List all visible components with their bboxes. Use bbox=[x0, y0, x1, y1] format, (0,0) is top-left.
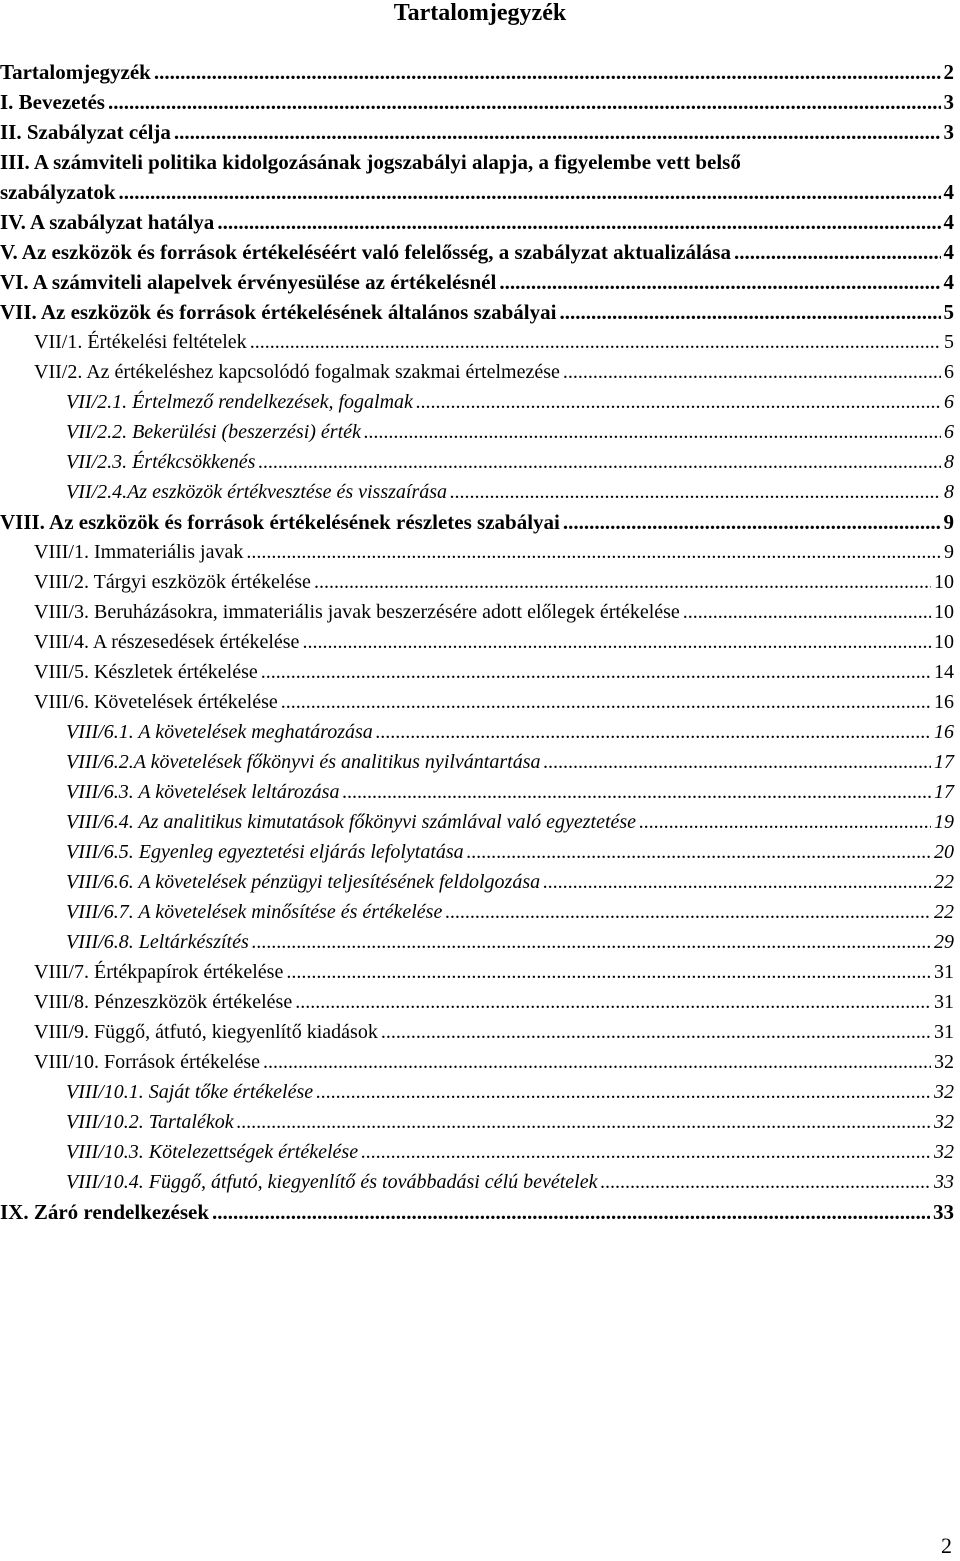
toc-entry-page: 6 bbox=[944, 391, 954, 413]
dot-leader bbox=[263, 1047, 931, 1077]
toc-entry-page: 31 bbox=[934, 961, 954, 983]
dot-leader bbox=[416, 387, 941, 417]
toc-entry-row bbox=[0, 237, 960, 267]
toc-entry[interactable] bbox=[0, 117, 960, 147]
toc-entry-title: VIII/10. Források értékelése bbox=[34, 1051, 261, 1073]
toc-entry[interactable] bbox=[0, 657, 960, 687]
toc-entry[interactable] bbox=[0, 537, 960, 567]
toc-entry-row bbox=[0, 297, 960, 327]
toc-entry[interactable] bbox=[0, 147, 960, 207]
dot-leader bbox=[381, 1017, 931, 1047]
toc-entry-page: 4 bbox=[943, 240, 954, 264]
dot-leader bbox=[601, 1167, 932, 1197]
dot-leader bbox=[217, 207, 940, 237]
dot-leader bbox=[543, 747, 931, 777]
toc-entry-title: VIII/10.4. Függő, átfutó, kiegyenlítő és továbbadási célú bevételek bbox=[66, 1171, 598, 1193]
table-of-contents bbox=[0, 57, 960, 1227]
toc-entry-page: 3 bbox=[943, 120, 954, 144]
toc-entry[interactable] bbox=[0, 1137, 960, 1167]
toc-entry-title: VII. Az eszközök és források értékelésének általános szabályai bbox=[0, 300, 557, 324]
toc-entry-row bbox=[0, 987, 960, 1017]
toc-entry-row bbox=[0, 777, 960, 807]
toc-entry[interactable] bbox=[0, 507, 960, 537]
toc-entry[interactable] bbox=[0, 297, 960, 327]
toc-entry-title: VIII/8. Pénzeszközök értékelése bbox=[34, 991, 293, 1013]
dot-leader bbox=[734, 237, 941, 267]
toc-entry-title: I. Bevezetés bbox=[0, 90, 105, 114]
toc-entry-row bbox=[0, 1107, 960, 1137]
toc-entry-title: VIII/2. Tárgyi eszközök értékelése bbox=[34, 571, 311, 593]
toc-entry-page: 14 bbox=[934, 661, 954, 683]
toc-entry-row bbox=[0, 597, 960, 627]
toc-entry-title: szabályzatok bbox=[0, 180, 116, 204]
toc-entry[interactable] bbox=[0, 237, 960, 267]
toc-entry[interactable] bbox=[0, 987, 960, 1017]
toc-entry-row bbox=[0, 417, 960, 447]
toc-entry-page: 33 bbox=[933, 1200, 954, 1224]
dot-leader bbox=[683, 597, 931, 627]
toc-entry-page: 2 bbox=[943, 60, 954, 84]
toc-entry-title: VII/2.4.Az eszközök értékvesztése és visszaírása bbox=[66, 481, 448, 503]
toc-entry-row bbox=[0, 867, 960, 897]
toc-entry-row bbox=[0, 1077, 960, 1107]
toc-entry[interactable] bbox=[0, 957, 960, 987]
dot-leader bbox=[445, 897, 931, 927]
toc-entry-row bbox=[0, 627, 960, 657]
toc-entry-page: 17 bbox=[934, 781, 954, 803]
toc-entry-title: VIII/7. Értékpapírok értékelése bbox=[34, 961, 284, 983]
toc-entry[interactable] bbox=[0, 327, 960, 357]
dot-leader bbox=[154, 57, 941, 87]
toc-entry-page: 20 bbox=[934, 841, 954, 863]
toc-entry[interactable] bbox=[0, 687, 960, 717]
toc-entry[interactable] bbox=[0, 57, 960, 87]
toc-entry-page: 19 bbox=[934, 811, 954, 833]
toc-entry[interactable] bbox=[0, 747, 960, 777]
toc-entry-page: 32 bbox=[934, 1081, 954, 1103]
toc-entry-title: V. Az eszközök és források értékeléséért való felelősség, a szabályzat aktualizálása bbox=[0, 240, 731, 264]
dot-leader bbox=[499, 267, 940, 297]
toc-entry-page: 32 bbox=[934, 1141, 954, 1163]
toc-entry-title: VIII/6.7. A követelések minősítése és értékelése bbox=[66, 901, 443, 923]
dot-leader bbox=[252, 927, 931, 957]
dot-leader bbox=[563, 507, 941, 537]
toc-entry-page: 16 bbox=[934, 721, 954, 743]
toc-entry-row bbox=[0, 477, 960, 507]
dot-leader bbox=[119, 177, 941, 207]
toc-entry-row bbox=[0, 1017, 960, 1047]
toc-entry[interactable] bbox=[0, 867, 960, 897]
toc-entry-row bbox=[0, 927, 960, 957]
toc-entry-row bbox=[0, 657, 960, 687]
toc-entry-row bbox=[0, 807, 960, 837]
toc-entry-page: 5 bbox=[943, 300, 954, 324]
toc-entry-row bbox=[0, 177, 960, 207]
toc-entry[interactable] bbox=[0, 207, 960, 237]
toc-entry-page: 17 bbox=[934, 751, 954, 773]
toc-entry[interactable] bbox=[0, 807, 960, 837]
toc-entry-title: VIII/10.1. Saját tőke értékelése bbox=[66, 1081, 314, 1103]
toc-entry-row bbox=[0, 1137, 960, 1167]
toc-entry-row bbox=[0, 207, 960, 237]
toc-entry[interactable] bbox=[0, 777, 960, 807]
toc-entry-page: 22 bbox=[934, 871, 954, 893]
toc-entry-row bbox=[0, 687, 960, 717]
toc-entry-page: 22 bbox=[934, 901, 954, 923]
dot-leader bbox=[108, 87, 941, 117]
toc-entry-page: 10 bbox=[934, 571, 954, 593]
toc-entry[interactable] bbox=[0, 267, 960, 297]
toc-entry-title: VIII/1. Immateriális javak bbox=[34, 541, 244, 563]
toc-entry-title: VII/1. Értékelési feltételek bbox=[34, 331, 247, 353]
toc-entry-title: VIII/6.8. Leltárkészítés bbox=[66, 931, 249, 953]
toc-entry-page: 32 bbox=[934, 1051, 954, 1073]
toc-entry-title: VIII/6. Követelések értékelése bbox=[34, 691, 278, 713]
dot-leader bbox=[342, 777, 931, 807]
dot-leader bbox=[174, 117, 941, 147]
toc-entry-row bbox=[0, 1197, 960, 1227]
dot-leader bbox=[543, 867, 931, 897]
toc-entry-row bbox=[0, 447, 960, 477]
toc-entry[interactable] bbox=[0, 1167, 960, 1197]
toc-entry-page: 4 bbox=[943, 210, 954, 234]
page-number: 2 bbox=[941, 1533, 952, 1558]
toc-entry[interactable] bbox=[0, 1017, 960, 1047]
toc-entry[interactable] bbox=[0, 447, 960, 477]
page-title: Tartalomjegyzék bbox=[393, 0, 567, 26]
toc-entry-row bbox=[0, 717, 960, 747]
dot-leader bbox=[639, 807, 931, 837]
toc-entry-page: 6 bbox=[944, 421, 954, 443]
toc-entry-row bbox=[0, 87, 960, 117]
toc-entry-page: 3 bbox=[943, 90, 954, 114]
toc-entry[interactable] bbox=[0, 927, 960, 957]
toc-entry[interactable] bbox=[0, 417, 960, 447]
toc-entry-page: 9 bbox=[944, 541, 954, 563]
dot-leader bbox=[316, 1077, 931, 1107]
dot-leader bbox=[376, 717, 931, 747]
dot-leader bbox=[212, 1197, 930, 1227]
toc-entry-title: Tartalomjegyzék bbox=[0, 60, 151, 84]
toc-entry-title: VII/2.2. Bekerülési (beszerzési) érték bbox=[66, 421, 361, 443]
toc-entry-title: VIII/6.6. A követelések pénzügyi teljesítésének feldolgozása bbox=[66, 871, 541, 893]
toc-entry-row bbox=[0, 897, 960, 927]
toc-entry-title: VIII/6.3. A követelések leltározása bbox=[66, 781, 340, 803]
dot-leader bbox=[563, 357, 941, 387]
toc-entry-title: VIII/9. Függő, átfutó, kiegyenlítő kiadások bbox=[34, 1021, 378, 1043]
toc-entry-page: 31 bbox=[934, 991, 954, 1013]
toc-entry-page: 32 bbox=[934, 1111, 954, 1133]
toc-entry[interactable] bbox=[0, 477, 960, 507]
toc-entry-title: VIII/10.3. Kötelezettségek értékelése bbox=[66, 1141, 359, 1163]
toc-entry-title: VIII/6.1. A követelések meghatározása bbox=[66, 721, 373, 743]
toc-entry-title: VIII/5. Készletek értékelése bbox=[34, 661, 258, 683]
dot-leader bbox=[364, 417, 941, 447]
toc-entry[interactable] bbox=[0, 1077, 960, 1107]
toc-entry-title: VIII/6.4. Az analitikus kimutatások főkönyvi számlával való egyeztetése bbox=[66, 811, 637, 833]
toc-entry-page: 10 bbox=[934, 631, 954, 653]
dot-leader bbox=[295, 987, 931, 1017]
toc-entry[interactable] bbox=[0, 597, 960, 627]
toc-entry[interactable] bbox=[0, 717, 960, 747]
toc-entry-row bbox=[0, 117, 960, 147]
toc-entry-page: 16 bbox=[934, 691, 954, 713]
toc-entry[interactable] bbox=[0, 837, 960, 867]
toc-entry-row bbox=[0, 357, 960, 387]
dot-leader bbox=[314, 567, 931, 597]
toc-entry[interactable] bbox=[0, 87, 960, 117]
toc-entry-row bbox=[0, 837, 960, 867]
toc-entry-title: VIII/6.5. Egyenleg egyeztetési eljárás lefolytatása bbox=[66, 841, 464, 863]
dot-leader bbox=[261, 657, 931, 687]
toc-entry-title: IV. A szabályzat hatálya bbox=[0, 210, 215, 234]
dot-leader bbox=[467, 837, 931, 867]
toc-entry-row bbox=[0, 57, 960, 87]
toc-entry-title: IX. Záró rendelkezések bbox=[0, 1200, 210, 1224]
toc-entry-page: 10 bbox=[934, 601, 954, 623]
dot-leader bbox=[281, 687, 931, 717]
toc-entry-row bbox=[0, 537, 960, 567]
toc-entry-page: 29 bbox=[934, 931, 954, 953]
toc-entry-row bbox=[0, 747, 960, 777]
toc-entry-page: 9 bbox=[943, 510, 954, 534]
toc-entry-row bbox=[0, 567, 960, 597]
toc-entry-row bbox=[0, 327, 960, 357]
dot-leader bbox=[237, 1107, 931, 1137]
toc-entry-title: VIII/4. A részesedések értékelése bbox=[34, 631, 300, 653]
toc-entry-title: II. Szabályzat célja bbox=[0, 120, 171, 144]
dot-leader bbox=[258, 447, 941, 477]
toc-entry-row bbox=[0, 267, 960, 297]
toc-entry-page: 4 bbox=[943, 270, 954, 294]
toc-entry-row bbox=[0, 1167, 960, 1197]
toc-entry-row bbox=[0, 957, 960, 987]
toc-entry-title: VII/2.3. Értékcsökkenés bbox=[66, 451, 256, 473]
toc-entry-page: 5 bbox=[944, 331, 954, 353]
toc-entry[interactable] bbox=[0, 387, 960, 417]
dot-leader bbox=[250, 327, 941, 357]
toc-entry-title: VIII/10.2. Tartalékok bbox=[66, 1111, 234, 1133]
toc-entry[interactable] bbox=[0, 627, 960, 657]
toc-entry-title: VIII. Az eszközök és források értékelésének részletes szabályai bbox=[0, 510, 560, 534]
toc-entry-page: 31 bbox=[934, 1021, 954, 1043]
toc-entry-title: VII/2. Az értékeléshez kapcsolódó fogalmak szakmai értelmezése bbox=[34, 361, 560, 383]
dot-leader bbox=[246, 537, 941, 567]
toc-entry[interactable] bbox=[0, 1197, 960, 1227]
dot-leader bbox=[559, 297, 940, 327]
toc-entry-title: VIII/3. Beruházásokra, immateriális javak beszerzésére adott előlegek értékelése bbox=[34, 601, 680, 623]
toc-entry-title-line: III. A számviteli politika kidolgozásának jogszabályi alapja, a figyelembe vett belső bbox=[0, 150, 741, 174]
dot-leader bbox=[302, 627, 931, 657]
toc-entry-title: VII/2.1. Értelmező rendelkezések, fogalmak bbox=[66, 391, 413, 413]
dot-leader bbox=[450, 477, 941, 507]
toc-entry-title: VI. A számviteli alapelvek érvényesülése az értékelésnél bbox=[0, 270, 497, 294]
toc-entry-page: 8 bbox=[944, 481, 954, 503]
toc-entry[interactable] bbox=[0, 567, 960, 597]
dot-leader bbox=[286, 957, 931, 987]
toc-entry-title: VIII/6.2.A követelések főkönyvi és analitikus nyilvántartása bbox=[66, 751, 541, 773]
toc-entry-page: 33 bbox=[934, 1171, 954, 1193]
toc-entry-row bbox=[0, 387, 960, 417]
toc-entry[interactable] bbox=[0, 1047, 960, 1077]
toc-entry[interactable] bbox=[0, 357, 960, 387]
dot-leader bbox=[361, 1137, 931, 1167]
toc-entry[interactable] bbox=[0, 1107, 960, 1137]
toc-entry-page: 6 bbox=[944, 361, 954, 383]
toc-entry-row bbox=[0, 507, 960, 537]
toc-entry-page: 4 bbox=[943, 180, 954, 204]
toc-entry-page: 8 bbox=[944, 451, 954, 473]
toc-entry-row bbox=[0, 1047, 960, 1077]
toc-entry[interactable] bbox=[0, 897, 960, 927]
